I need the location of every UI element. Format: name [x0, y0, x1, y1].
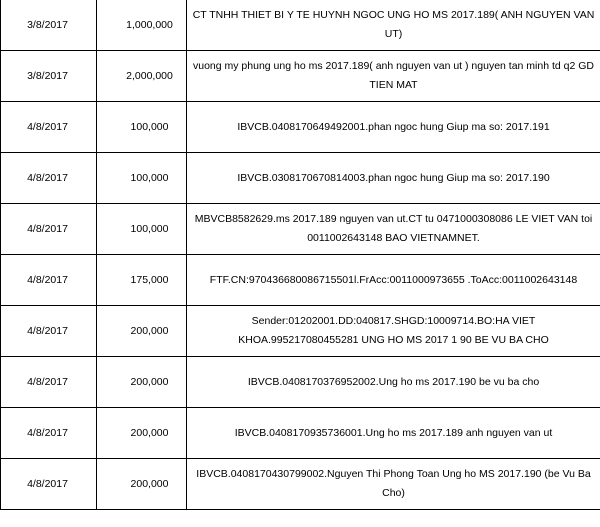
amount-cell: 1,000,000 — [97, 0, 187, 51]
table-row — [1, 306, 600, 357]
amount-cell: 175,000 — [97, 255, 187, 306]
date-cell: 4/8/2017 — [1, 204, 97, 255]
table-row — [1, 255, 600, 306]
amount-cell: 2,000,000 — [97, 51, 187, 102]
amount-cell: 200,000 — [97, 459, 187, 510]
description-cell: IBVCB.0308170670814003.phan ngoc hung Giup ma so: 2017.190 — [187, 153, 600, 204]
date-cell: 4/8/2017 — [1, 153, 97, 204]
date-cell: 3/8/2017 — [1, 51, 97, 102]
description-cell: IBVCB.0408170649492001.phan ngoc hung Giup ma so: 2017.191 — [187, 102, 600, 153]
description-cell: IBVCB.0408170430799002.Nguyen Thi Phong Toan Ung ho MS 2017.190 (be Vu Ba Cho) — [187, 459, 600, 510]
description-cell: MBVCB8582629.ms 2017.189 nguyen van ut.CT tu 0471000308086 LE VIET VAN toi 0011002643148 BAO VIETNAMNET. — [187, 204, 600, 255]
table-row — [1, 51, 600, 102]
date-cell: 4/8/2017 — [1, 459, 97, 510]
amount-cell: 200,000 — [97, 357, 187, 408]
description-cell: IBVCB.0408170376952002.Ung ho ms 2017.190 be vu ba cho — [187, 357, 600, 408]
description-cell: CT TNHH THIET BI Y TE HUYNH NGOC UNG HO MS 2017.189( ANH NGUYEN VAN UT) — [187, 0, 600, 51]
table-row — [1, 357, 600, 408]
date-cell: 4/8/2017 — [1, 306, 97, 357]
table-row — [1, 102, 600, 153]
date-cell: 3/8/2017 — [1, 0, 97, 51]
table-row — [1, 0, 600, 51]
table-row — [1, 408, 600, 459]
table-row — [1, 459, 600, 510]
amount-cell: 200,000 — [97, 408, 187, 459]
date-cell: 4/8/2017 — [1, 102, 97, 153]
amount-cell: 100,000 — [97, 204, 187, 255]
date-cell: 4/8/2017 — [1, 357, 97, 408]
amount-cell: 100,000 — [97, 153, 187, 204]
date-cell: 4/8/2017 — [1, 408, 97, 459]
date-cell: 4/8/2017 — [1, 255, 97, 306]
description-cell: IBVCB.0408170935736001.Ung ho ms 2017.189 anh nguyen van ut — [187, 408, 600, 459]
amount-cell: 200,000 — [97, 306, 187, 357]
amount-cell: 100,000 — [97, 102, 187, 153]
table-row — [1, 153, 600, 204]
description-cell: FTF.CN:970436680086715501l.FrAcc:0011000973655 .ToAcc:0011002643148 — [187, 255, 600, 306]
description-cell: vuong my phung ung ho ms 2017.189( anh nguyen van ut ) nguyen tan minh td q2 GD TIEN MAT — [187, 51, 600, 102]
description-cell: Sender:01202001.DD:040817.SHGD:10009714.BO:HA VIET KHOA.995217080455281 UNG HO MS 2017 1 90 BE VU BA CHO — [187, 306, 600, 357]
table-row — [1, 204, 600, 255]
